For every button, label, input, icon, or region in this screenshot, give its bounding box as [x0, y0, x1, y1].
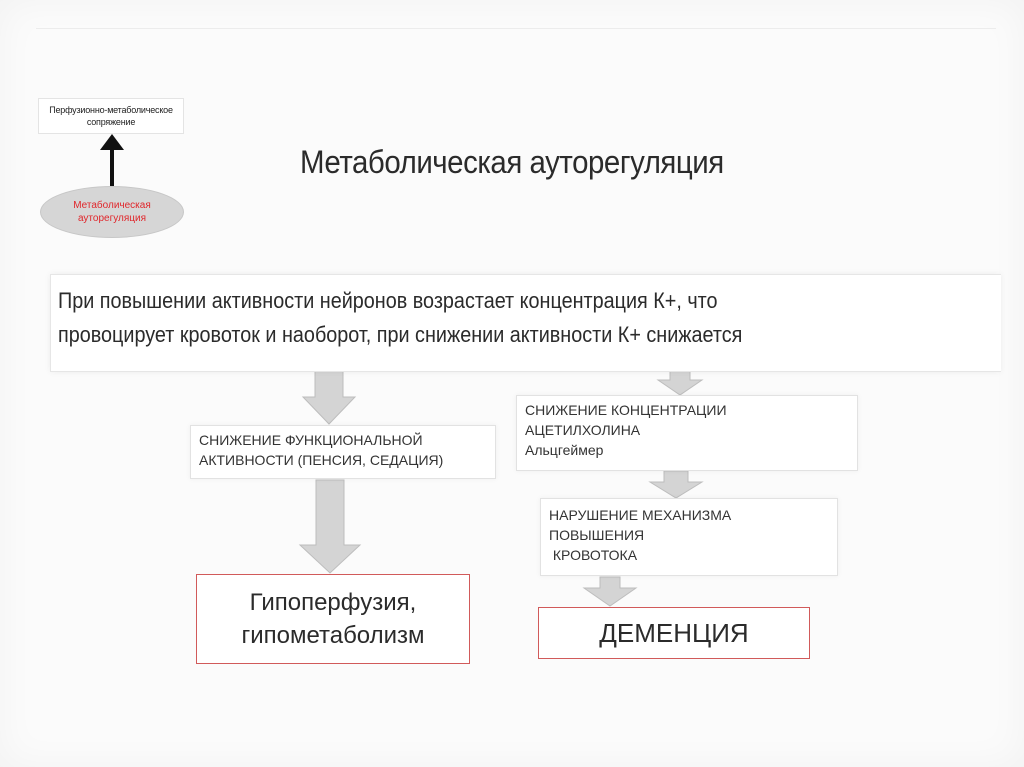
ellipse-line: ауторегуляция: [77, 213, 146, 224]
result-line: Гипоперфузия,: [249, 589, 417, 616]
reduced-acetylcholine-box: [516, 395, 858, 471]
main-statement-line: провоцирует кровоток и наоборот, при снижении активности К+ снижается: [58, 322, 743, 347]
mini-box-line: сопряжение: [86, 117, 136, 127]
up-arrow-icon: [100, 134, 124, 186]
result-line: гипометаболизм: [241, 622, 425, 649]
hypoperfusion-result-box: [196, 574, 470, 664]
reduced-function-box: [190, 425, 496, 479]
box-line: СНИЖЕНИЕ КОНЦЕНТРАЦИИ: [525, 402, 727, 418]
box-line: НАРУШЕНИЕ МЕХАНИЗМА: [549, 507, 732, 523]
mini-box-line: Перфузионно-метаболическое: [49, 105, 173, 115]
ellipse-line: Метаболическая: [73, 200, 151, 211]
main-statement-text: [58, 284, 958, 352]
box-line: ПОВЫШЕНИЯ: [549, 527, 645, 543]
box-line: АЦЕТИЛХОЛИНА: [525, 422, 641, 438]
down-arrow-icon: [584, 577, 636, 606]
dementia-result-box: [538, 607, 810, 659]
down-arrow-icon: [303, 370, 355, 424]
result-text: ДЕМЕНЦИЯ: [599, 617, 749, 648]
slide-title: Метаболическая ауторегуляция: [300, 144, 724, 180]
main-statement-line: При повышении активности нейронов возрастает концентрация К+, что: [58, 288, 718, 313]
down-arrow-icon: [658, 370, 702, 395]
down-arrow-icon: [650, 471, 702, 498]
perfusion-metabolic-coupling-box: [38, 98, 184, 134]
box-line: Альцгеймер: [525, 442, 604, 458]
box-line: КРОВОТОКА: [549, 547, 638, 563]
metabolic-autoregulation-ellipse: [40, 186, 184, 238]
impaired-bloodflow-box: [540, 498, 838, 576]
box-line: АКТИВНОСТИ (ПЕНСИЯ, СЕДАЦИЯ): [199, 452, 444, 468]
box-line: СНИЖЕНИЕ ФУНКЦИОНАЛЬНОЙ: [199, 432, 423, 448]
down-arrow-icon: [300, 480, 360, 573]
